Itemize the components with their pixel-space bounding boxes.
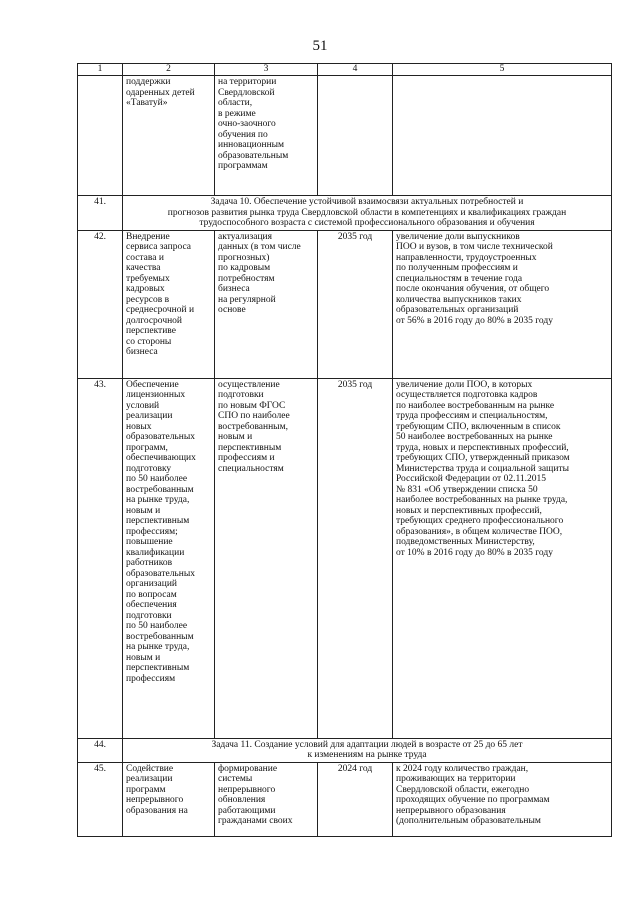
- measure-name: Содействие реализации программ непрерывного образования на: [123, 762, 215, 836]
- measure-content: актуализация данных (в том числе прогнозных) по кадровым потребностям бизнеса на регулярной основе: [215, 230, 318, 378]
- row-number: [78, 76, 123, 196]
- header-col-3: 3: [215, 64, 318, 76]
- measure-result: увеличение доли ПОО, в которых осуществляется подготовка кадров по наиболее востребованным на рынке труда профессиям и специальностям, требующим СПО, включенным в список 50 наиболее востребованных на рынке труда, новых и перспективных профессий, требующих СПО, утвержденный приказом Министерства труда и социальной защиты Российской Федерации от 02.11.2015 № 831 «Об утверждении списка 50 наиболее востребованных на рынке труда, новых и перспективных профессий, требующих среднего профессионального образования», в общем количестве ПОО, подведомственных Министерству, от 10% в 2016 году до 80% в 2035 году: [393, 378, 612, 738]
- task-text: Задача 11. Создание условий для адаптации людей в возрасте от 25 до 65 лет к изменениям на рынке труда: [211, 739, 523, 760]
- row-number: 41.: [78, 196, 123, 231]
- measure-content: формирование системы непрерывного обновления работающими гражданами своих: [215, 762, 318, 836]
- measure-name: Обеспечение лицензионных условий реализации новых образовательных программ, обеспечивающих подготовку по 50 наиболее востребованным на рынке труда, новым и перспективным профессиям; повышение квалификации работников образовательных организаций по вопросам обеспечения подготовки по 50 наиболее востребованным на рынке труда, новым и перспективным профессиям: [123, 378, 215, 738]
- row-number: 44.: [78, 738, 123, 762]
- measure-result: к 2024 году количество граждан, проживающих на территории Свердловской области, ежегодно проходящих обучение по программам непрерывного образования (дополнительным образовательным: [393, 762, 612, 836]
- measure-name: поддержки одаренных детей «Таватуй»: [123, 76, 215, 196]
- table-row: [78, 230, 612, 378]
- task-row: [78, 738, 612, 762]
- table-row: [78, 76, 612, 196]
- task-heading: [123, 738, 612, 762]
- header-col-2: 2: [123, 64, 215, 76]
- measure-result: [393, 76, 612, 196]
- measure-name: Внедрение сервиса запроса состава и качества требуемых кадровых ресурсов в среднесрочной и долгосрочной перспективе со стороны бизнеса: [123, 230, 215, 378]
- measure-deadline: 2035 год: [318, 378, 393, 738]
- header-col-1: 1: [78, 64, 123, 76]
- page-number: 51: [312, 38, 328, 54]
- table-row: [78, 378, 612, 738]
- table-header-row: [78, 64, 612, 76]
- task-text: Задача 10. Обеспечение устойчивой взаимосвязи актуальных потребностей и прогнозов развития рынка труда Свердловской области в компетенциях и квалификациях граждан трудоспособного возраста с системой профессионального образования и обучения: [167, 197, 567, 228]
- row-number: 42.: [78, 230, 123, 378]
- header-col-4: 4: [318, 64, 393, 76]
- measure-deadline: [318, 76, 393, 196]
- row-number: 43.: [78, 378, 123, 738]
- row-number: 45.: [78, 762, 123, 836]
- measure-content: осуществление подготовки по новым ФГОС СПО по наиболее востребованным, новым и перспективным профессиям и специальностям: [215, 378, 318, 738]
- measure-result: увеличение доли выпускников ПОО и вузов, в том числе технической направленности, трудоустроенных по полученным профессиям и специальностям в течение года после окончания обучения, от общего количества выпускников таких образовательных организаций от 56% в 2016 году до 80% в 2035 году: [393, 230, 612, 378]
- measure-content: на территории Свердловской области, в режиме очно-заочного обучения по инновационным образовательным программам: [215, 76, 318, 196]
- measure-deadline: 2024 год: [318, 762, 393, 836]
- measure-deadline: 2035 год: [318, 230, 393, 378]
- task-heading: [123, 196, 612, 231]
- program-table: [77, 63, 612, 837]
- header-col-5: 5: [393, 64, 612, 76]
- task-row: [78, 196, 612, 231]
- table-row: [78, 762, 612, 836]
